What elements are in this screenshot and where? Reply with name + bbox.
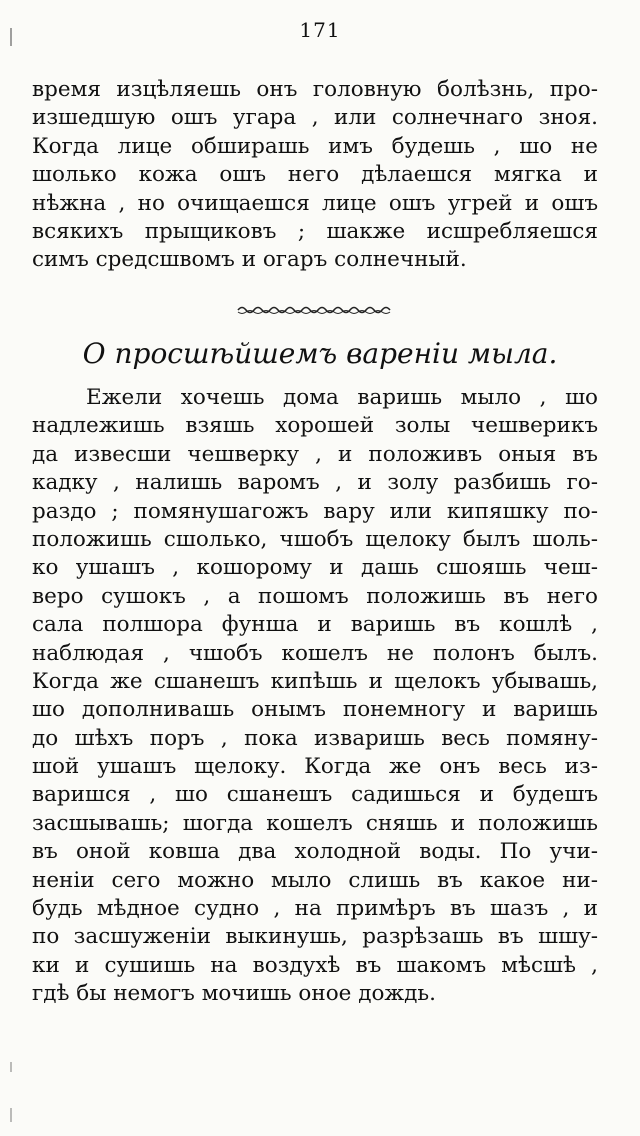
text-line: раздо ; помянушагожъ вару или кипяшку по- [32, 498, 598, 524]
text-line: шолько кожа ошъ него дѣлаешся мягка и [32, 162, 598, 188]
body-paragraph [32, 384, 598, 1009]
text-line: до шѣхъ поръ , пока изваришь весь помяну- [32, 725, 598, 751]
scan-edge-mark [10, 1108, 12, 1122]
text-line: кадку , налишь варомъ , и золу разбишь го- [32, 470, 598, 496]
text-line: шо дополнивашь онымъ понемногу и варишь [32, 697, 598, 723]
text-line: надлежишь взяшь хорошей золы чешверикъ [32, 413, 598, 439]
section-title: О просшѣйшемъ вареніи мыла. [82, 337, 558, 370]
text-line: варишся , шо сшанешъ садишься и будешъ [32, 782, 598, 808]
text-line: шой ушашъ щелоку. Когда же онъ весь из- [32, 754, 598, 780]
text-line: изшедшую ошъ угара , или солнечнаго зноя. [32, 105, 598, 131]
text-line: Ежели хочешь дома варишь мыло , шо [86, 385, 598, 410]
text-line: время изцѣляешь онъ головную болѣзнь, про- [32, 77, 598, 102]
text-line: Когда же сшанешъ кипѣшь и щелокъ убывашь, [32, 668, 598, 694]
text-line: ко ушашъ , кошорому и дашь сшояшь чеш- [32, 555, 598, 581]
scan-edge-mark [10, 1062, 12, 1072]
text-line: въ оной ковша два холодной воды. По учи- [32, 839, 598, 865]
intro-paragraph [32, 76, 598, 275]
wavy-divider-ornament [236, 302, 396, 318]
text-line: Когда лице обширашь имъ будешь , шо не [32, 133, 598, 159]
text-line: сала полшора фунша и варишь въ кошлѣ , [32, 612, 598, 638]
text-line: положишь сшолько, чшобъ щелоку былъ шоль- [32, 526, 598, 552]
text-line: по засшуженіи выкинушь, разрѣзашь въ шшу- [32, 924, 598, 950]
text-line: гдѣ бы немогъ мочишь оное дождь. [32, 981, 436, 1007]
text-line: да извесши чешверку , и положивъ оныя въ [32, 441, 598, 467]
page-number: 171 [299, 18, 341, 42]
text-line: нѣжна , но очищаешся лице ошъ угрей и ошъ [32, 190, 598, 216]
text-line: неніи сего можно мыло слишь въ какое ни- [32, 867, 598, 893]
text-line: будь мѣдное судно , на примѣръ въ шазъ , и [32, 896, 598, 922]
text-line: засшывашь; шогда кошелъ сняшь и положишь [32, 810, 598, 836]
text-line: веро сушокъ , а пошомъ положишь въ него [32, 583, 598, 609]
text-line: симъ средсшвомъ и огаръ солнечный. [32, 247, 467, 273]
text-line: ки и сушишь на воздухѣ въ шакомъ мѣсшѣ , [32, 952, 598, 978]
text-line: наблюдая , чшобъ кошелъ не полонъ былъ. [32, 640, 598, 666]
text-line: всякихъ прыщиковъ ; шакже исшребляешся [32, 218, 598, 244]
